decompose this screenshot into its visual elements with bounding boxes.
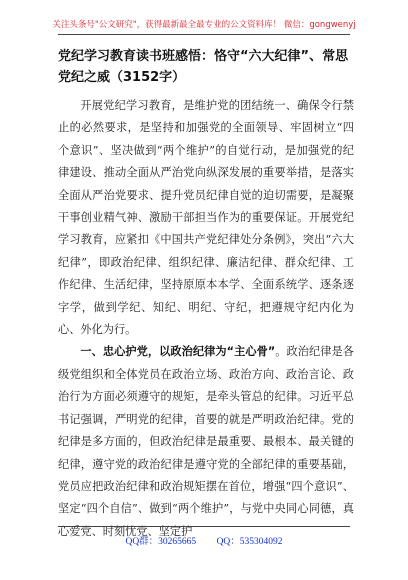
footer-divider (58, 526, 350, 527)
qq-group-label: QQ群：30265665 (125, 537, 197, 547)
paragraph-intro (58, 95, 354, 341)
paragraph-section-1 (58, 341, 354, 543)
document-title: 党纪学习教育读书班感悟：恪守“六大纪律”、常思党纪之威（3152字） (58, 49, 349, 85)
paragraph-text: 开展党纪学习教育，是维护党的团结统一、确保令行禁止的必然要求，是坚持和加强党的全面领导、牢固树立“四个意识”、坚决做到“两个维护”的自觉行动，是加强党的纪律建设、推动全面从严治党向纵深发展的重要举措，是落实全面从严治党要求、提升党员纪律自觉的迫切需要，是凝聚干事创业精气神、激励干部担当作为的重要保证。开展党纪学习教育，应紧扣《中国共产党纪律处分条例》，突出“六大纪律”，即政治纪律、组织纪律、廉洁纪律、群众纪律、工作纪律、生活纪律，坚持原原本本学、全面系统学、逐条逐字学，做到学纪、知纪、明纪、守纪，把遵规守纪内化为心、外化为行。 (58, 99, 354, 337)
header-banner: 关注头条号"公文研究"，获得最新最全最专业的公文资料库！ 微信：gongwenyj (52, 20, 356, 30)
qq-label: QQ：535304092 (216, 537, 283, 547)
header-divider (58, 34, 350, 35)
section-heading: 一、忠心护党，以政治纪律为“主心骨” (80, 345, 276, 359)
document-body (58, 95, 354, 543)
paragraph-text: 。政治纪律是各级党组织和全体党员在政治立场、政治方向、政治言论、政治行为方面必须遵守的规矩，是牵头管总的纪律。习近平总书记强调，严明党的纪律，首要的就是严明政治纪律。党的纪律是多方面的，但政治纪律是最重要、最根本、最关键的纪律，遵守党的政治纪律是遵守党的全部纪律的重要基础，党员应把政治纪律和政治规矩摆在首位，增强“四个意识”、坚定“四个自信”、做到“两个维护”，与党中央同心同德，真心爱党、时刻忧党、坚定护 (58, 345, 354, 538)
footer-contact (0, 533, 408, 547)
